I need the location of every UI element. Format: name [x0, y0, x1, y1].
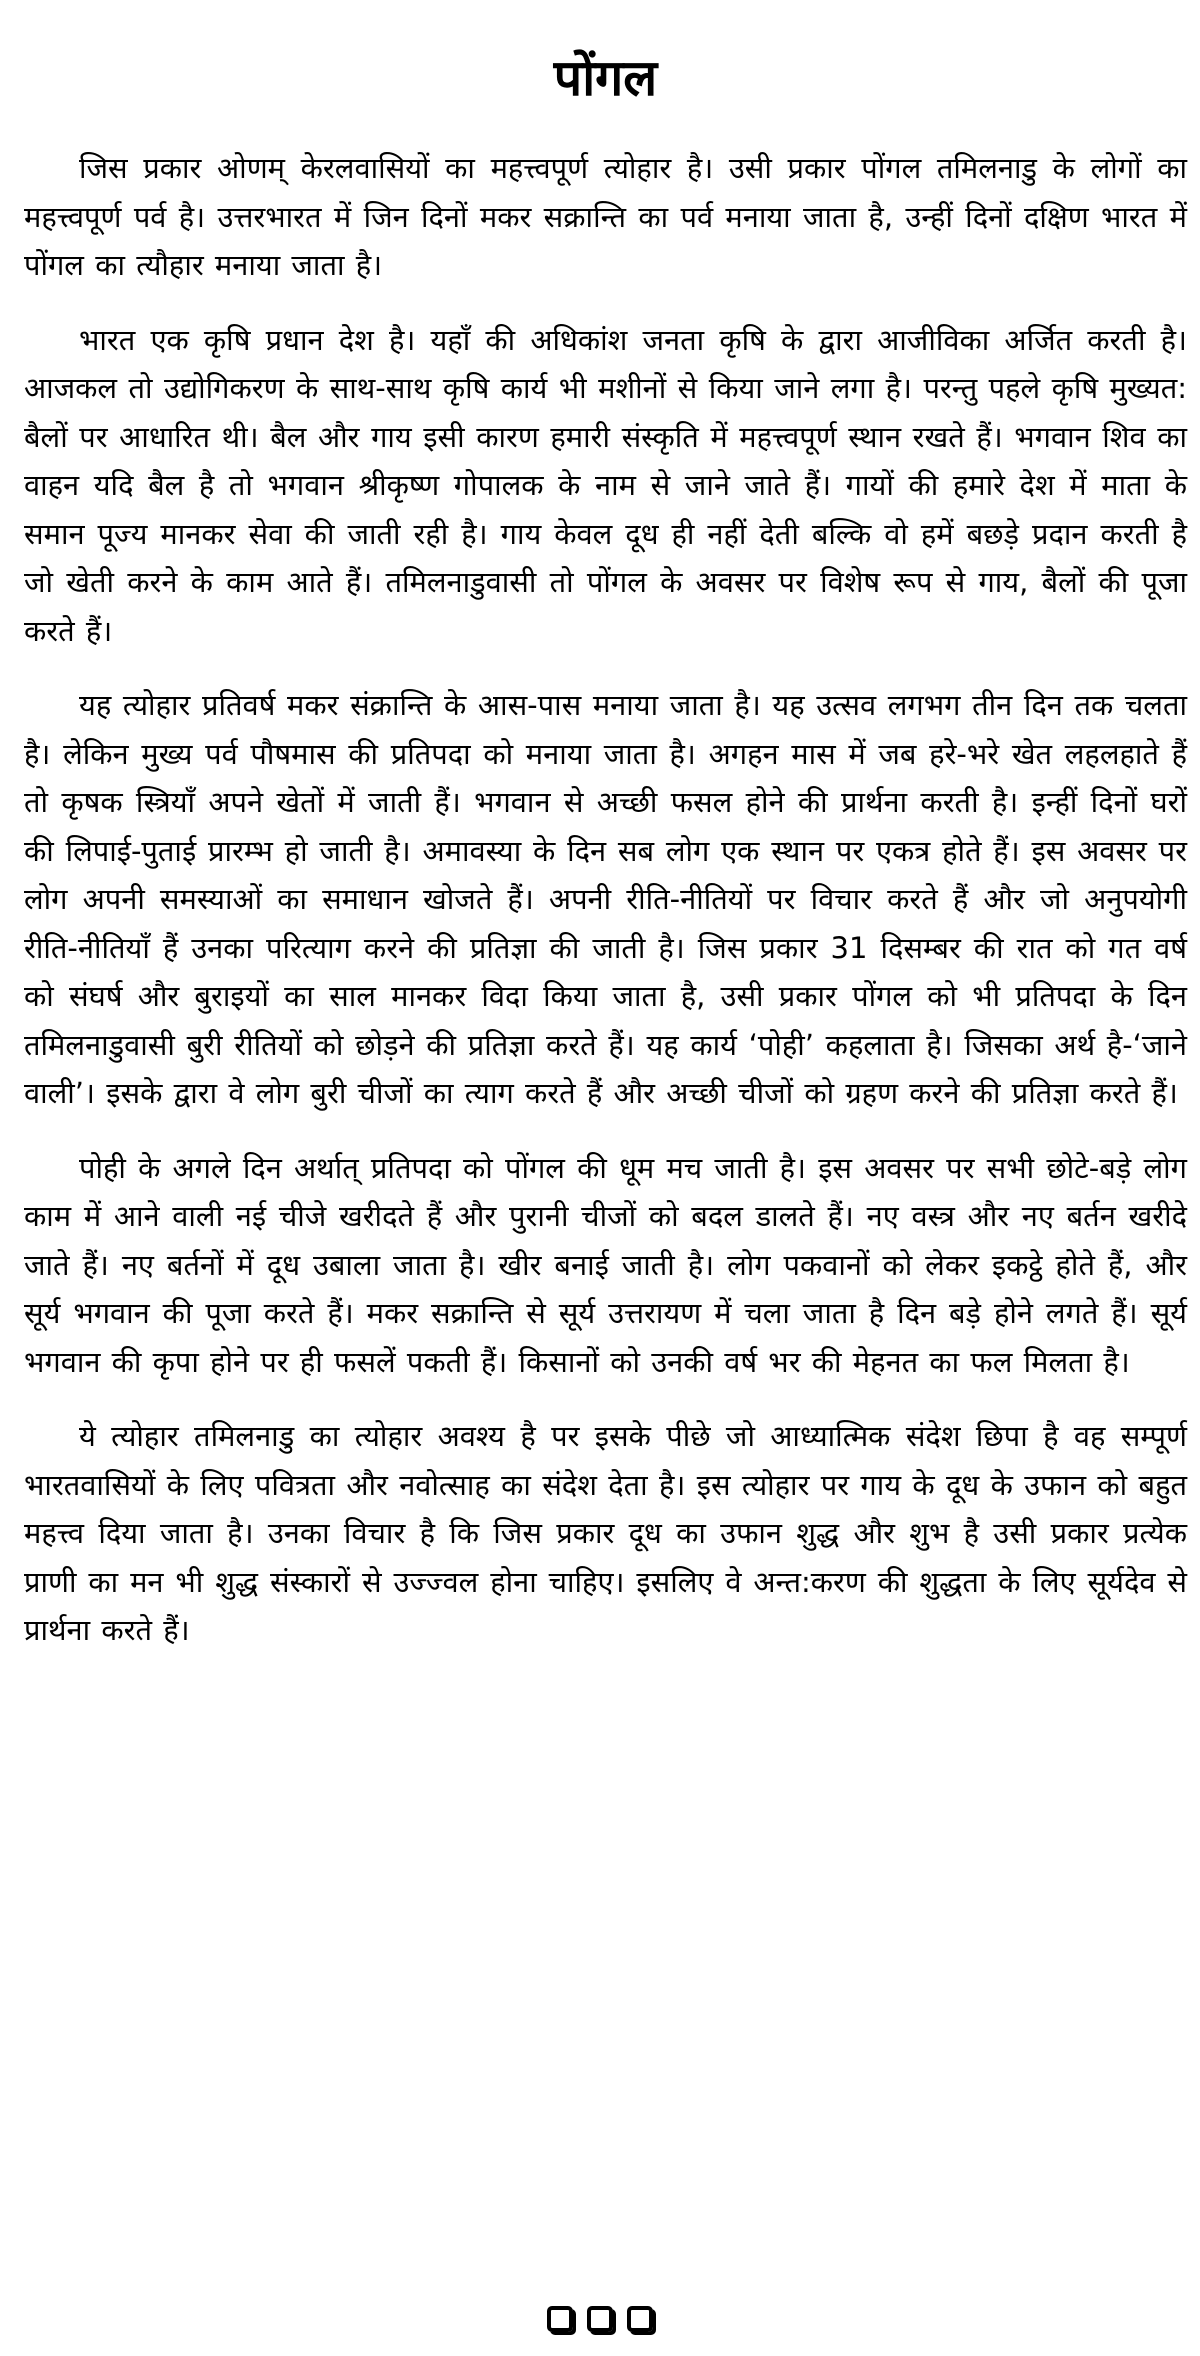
- box-icon: [547, 2306, 573, 2332]
- paragraph-3: यह त्योहार प्रतिवर्ष मकर संक्रान्ति के आस-पास मनाया जाता है। यह उत्सव लगभग तीन दिन तक चलता है। लेकिन मुख्य पर्व पौषमास की प्रतिपदा को मनाया जाता है। अगहन मास में जब हरे-भरे खेत लहलहाते हैं तो कृषक स्त्रियाँ अपने खेतों में जाती हैं। भगवान से अच्छी फसल होने की प्रार्थना करती है। इन्हीं दिनों घरों की लिपाई-पुताई प्रारम्भ हो जाती है। अमावस्या के दिन सब लोग एक स्थान पर एकत्र होते हैं। इस अवसर पर लोग अपनी समस्याओं का समाधान खोजते हैं। अपनी रीति-नीतियों पर विचार करते हैं और जो अनुपयोगी रीति-नीतियाँ हैं उनका परित्याग करने की प्रतिज्ञा की जाती है। जिस प्रकार 31 दिसम्बर की रात को गत वर्ष को संघर्ष और बुराइयों का साल मानकर विदा किया जाता है, उसी प्रकार पोंगल को भी प्रतिपदा के दिन तमिलनाडुवासी बुरी रीतियों को छोड़ने की प्रतिज्ञा करते हैं। यह कार्य ‘पोही’ कहलाता है। जिसका अर्थ है-‘जाने वाली’। इसके द्वारा वे लोग बुरी चीजों का त्याग करते हैं और अच्छी चीजों को ग्रहण करने की प्रतिज्ञा करते हैं।: [24, 688, 1187, 1110]
- box-icon: [587, 2306, 613, 2332]
- paragraph-4: पोही के अगले दिन अर्थात् प्रतिपदा को पोंगल की धूम मच जाती है। इस अवसर पर सभी छोटे-बड़े लोग काम में आने वाली नई चीजे खरीदते हैं और पुरानी चीजों को बदल डालते हैं। नए वस्त्र और नए बर्तन खरीदे जाते हैं। नए बर्तनों में दूध उबाला जाता है। खीर बनाई जाती है। लोग पकवानों को लेकर इकट्ठे होते हैं, और सूर्य भगवान की पूजा करते हैं। मकर सक्रान्ति से सूर्य उत्तरायण में चला जाता है दिन बड़े होने लगते हैं। सूर्य भगवान की कृपा होने पर ही फसलें पकती हैं। किसानों को उनकी वर्ष भर की मेहनत का फल मिलता है।: [24, 1150, 1187, 1379]
- paragraph-5: ये त्योहार तमिलनाडु का त्योहार अवश्य है पर इसके पीछे जो आध्यात्मिक संदेश छिपा है वह सम्पूर्ण भारतवासियों के लिए पवित्रता और नवोत्साह का संदेश देता है। इस त्योहार पर गाय के दूध के उफान को बहुत महत्त्व दिया जाता है। उनका विचार है कि जिस प्रकार दूध का उफान शुद्ध और शुभ है उसी प्रकार प्रत्येक प्राणी का मन भी शुद्ध संस्कारों से उज्ज्वल होना चाहिए। इसलिए वे अन्त:करण की शुद्धता के लिए सूर्यदेव से प्रार्थना करते हैं।: [24, 1419, 1187, 1647]
- box-icon: [627, 2306, 653, 2332]
- paragraph-2: भारत एक कृषि प्रधान देश है। यहाँ की अधिकांश जनता कृषि के द्वारा आजीविका अर्जित करती है। आजकल तो उद्योगिकरण के साथ-साथ कृषि कार्य भी मशीनों से किया जाने लगा है। परन्तु पहले कृषि मुख्यत: बैलों पर आधारित थी। बैल और गाय इसी कारण हमारी संस्कृति में महत्त्वपूर्ण स्थान रखते हैं। भगवान शिव का वाहन यदि बैल है तो भगवान श्रीकृष्ण गोपालक के नाम से जाने जाते हैं। गायों की हमारे देश में माता के समान पूज्य मानकर सेवा की जाती रही है। गाय केवल दूध ही नहीं देती बल्कि वो हमें बछड़े प्रदान करती है जो खेती करने के काम आते हैं। तमिलनाडुवासी तो पोंगल के अवसर पर विशेष रूप से गाय, बैलों की पूजा करते हैं।: [24, 322, 1187, 648]
- end-of-text-marker: [0, 2306, 1200, 2332]
- page-title: पोंगल: [553, 49, 658, 107]
- paragraph-1: जिस प्रकार ओणम् केरलवासियों का महत्त्वपूर्ण त्योहार है। उसी प्रकार पोंगल तमिलनाडु के लोगों का महत्त्वपूर्ण पर्व है। उत्तरभारत में जिन दिनों मकर सक्रान्ति का पर्व मनाया जाता है, उन्हीं दिनों दक्षिण भारत में पोंगल का त्यौहार मनाया जाता है।: [24, 151, 1187, 282]
